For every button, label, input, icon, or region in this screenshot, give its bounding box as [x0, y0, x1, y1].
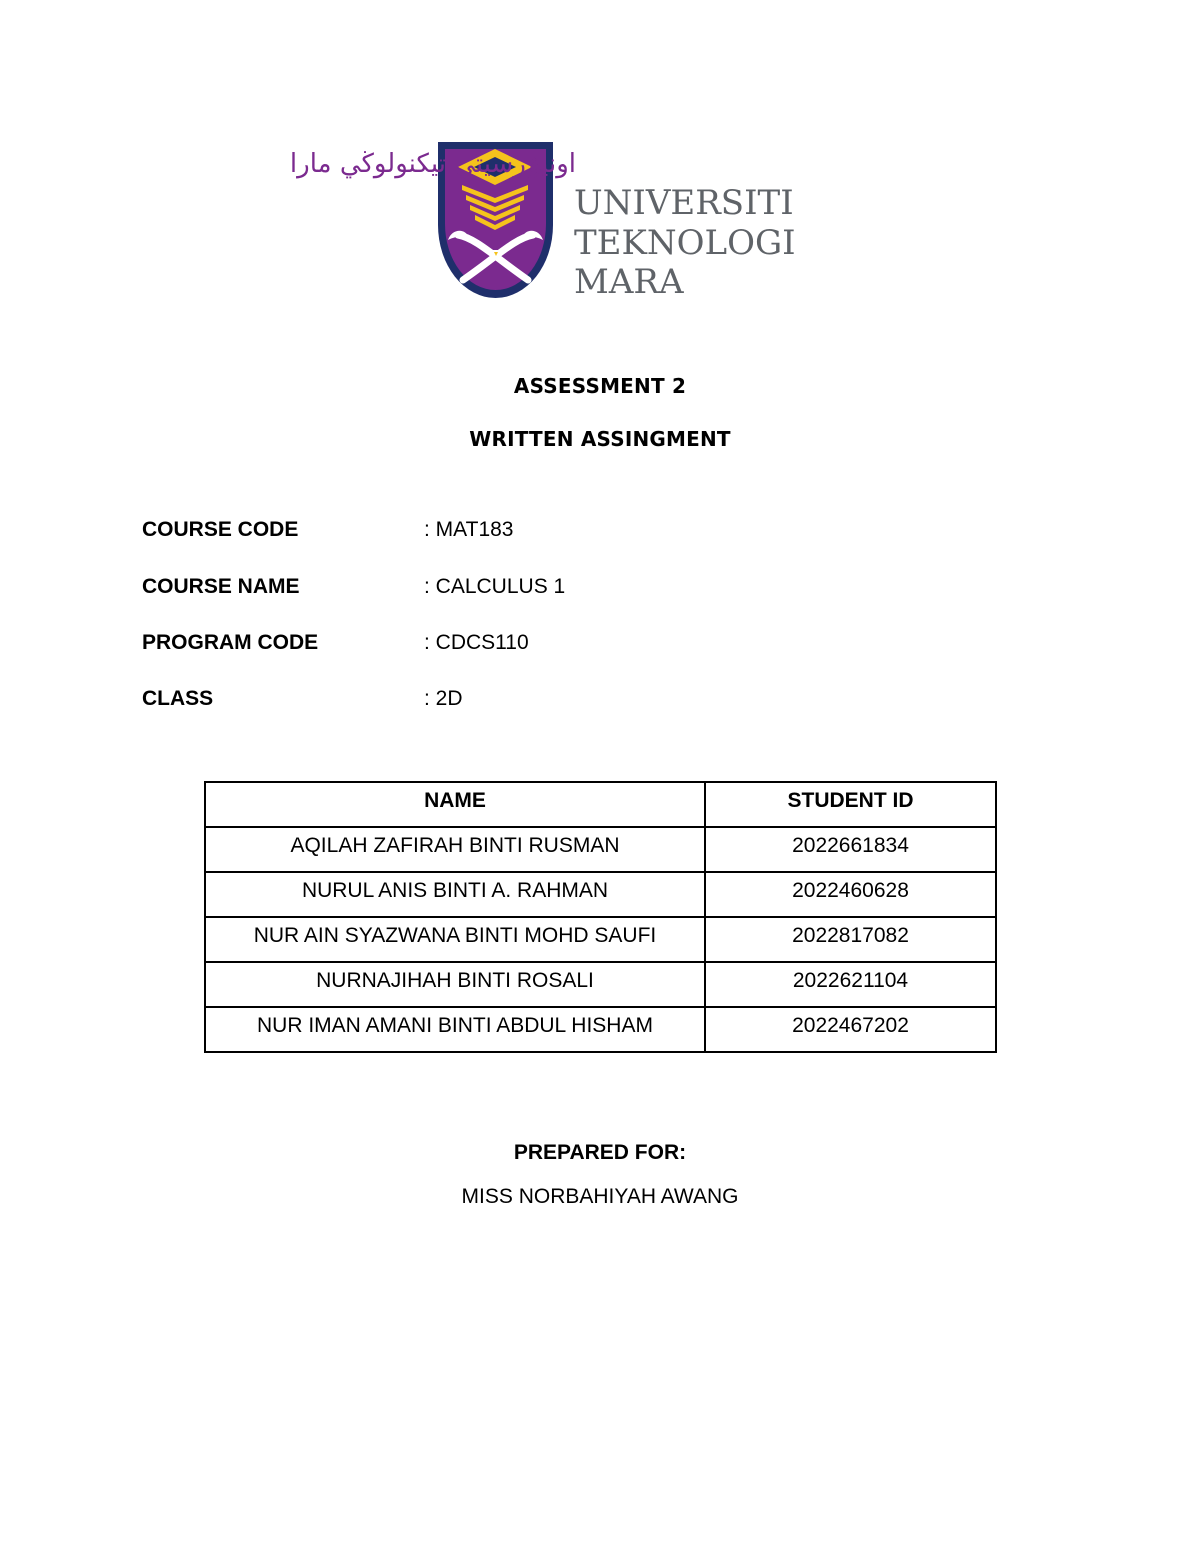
course-code-label: COURSE CODE	[142, 518, 299, 541]
class-value: : 2D	[424, 687, 463, 710]
member-name-cell: NUR IMAN AMANI BINTI ABDUL HISHAM	[205, 1007, 705, 1052]
members-table	[204, 781, 997, 1053]
logo-name-line3: MARA	[574, 262, 684, 302]
student-id-cell: 2022460628	[705, 872, 996, 917]
student-id-cell: 2022467202	[705, 1007, 996, 1052]
member-name-cell: NURNAJIHAH BINTI ROSALI	[205, 962, 705, 1007]
logo-name-line2: TEKNOLOGI	[574, 223, 796, 263]
student-id-column-header: STUDENT ID	[705, 782, 996, 827]
program-code-row	[142, 631, 842, 661]
table-row	[205, 1007, 996, 1052]
member-name-cell: NUR AIN SYAZWANA BINTI MOHD SAUFI	[205, 917, 705, 962]
table-row	[205, 917, 996, 962]
assignment-subtitle: WRITTEN ASSINGMENT	[469, 427, 731, 451]
class-row	[142, 687, 842, 717]
student-id-cell: 2022817082	[705, 917, 996, 962]
table-header-row	[205, 782, 996, 827]
course-code-row	[142, 518, 842, 548]
table-row	[205, 962, 996, 1007]
course-name-row	[142, 575, 842, 605]
prepared-for-label: PREPARED FOR:	[513, 1141, 687, 1164]
member-name-cell: AQILAH ZAFIRAH BINTI RUSMAN	[205, 827, 705, 872]
class-label: CLASS	[142, 687, 214, 710]
prepared-for-name: MISS NORBAHIYAH AWANG	[461, 1185, 739, 1208]
program-code-value: : CDCS110	[424, 631, 529, 654]
name-column-header: NAME	[205, 782, 705, 827]
course-name-value: : CALCULUS 1	[424, 575, 566, 598]
student-id-cell: 2022621104	[705, 962, 996, 1007]
course-name-label: COURSE NAME	[142, 575, 300, 598]
member-name-cell: NURUL ANIS BINTI A. RAHMAN	[205, 872, 705, 917]
assessment-title: ASSESSMENT 2	[513, 374, 687, 398]
jawi-logo-text: اونيۏرسيتي تيكنولوڬي مارا	[289, 149, 576, 179]
course-code-value: : MAT183	[424, 518, 514, 541]
student-id-cell: 2022661834	[705, 827, 996, 872]
table-row	[205, 872, 996, 917]
table-row	[205, 827, 996, 872]
logo-name-line1: UNIVERSITI	[574, 183, 794, 223]
university-logo	[289, 140, 796, 302]
program-code-label: PROGRAM CODE	[142, 631, 319, 654]
